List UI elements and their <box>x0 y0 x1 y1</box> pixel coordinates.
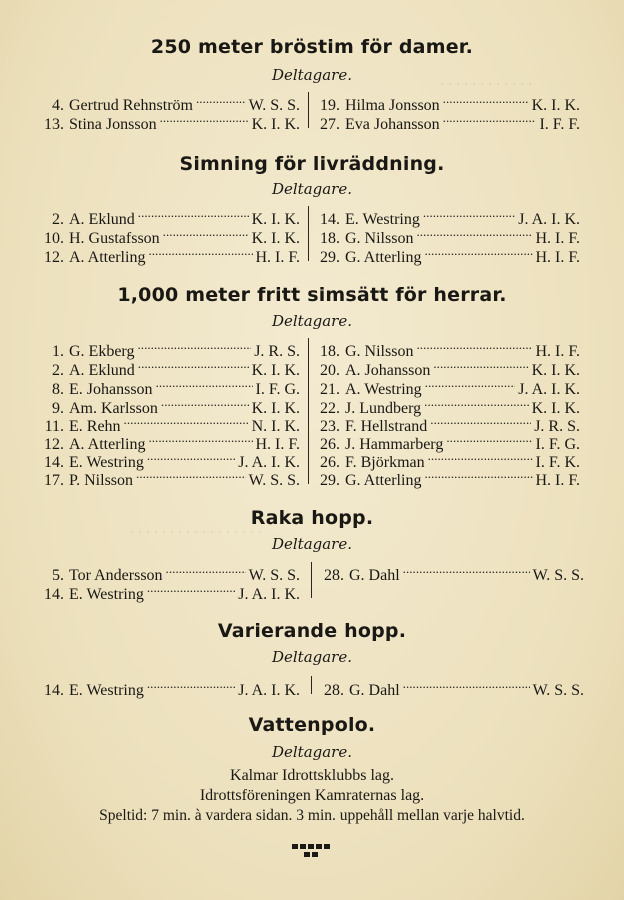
participant-row: 5. Tor Andersson . . . W. S. S. <box>38 561 300 580</box>
participant-row: 29. G. Atterling . . . H. I. F. <box>314 466 580 485</box>
playing-time-note: Speltid: 7 min. à vardera sidan. 3 min. uppehåll mellan varje halvtid. <box>99 807 525 824</box>
event-title: 1,000 meter fritt simsätt för herrar. <box>117 284 507 306</box>
participant-row: 21. A. Westring . . . J. A. I. K. <box>314 375 580 394</box>
event-subtitle: Deltagare. <box>271 648 353 666</box>
participant-row: 9. Am. Karlsson . . . K. I. K. <box>38 394 300 413</box>
participant-row: 14. E. Westring . . . J. A. I. K. <box>38 448 300 467</box>
team-line: Idrottsföreningen Kamraternas lag. <box>199 787 425 804</box>
participant-row: 12. A. Atterling . . . H. I. F. <box>38 243 300 262</box>
event-title: Varierande hopp. <box>217 620 407 642</box>
participant-row: 28. G. Dahl . . . W. S. S. <box>318 676 584 695</box>
event-subtitle: Deltagare. <box>271 743 353 761</box>
participant-row: 20. A. Johansson . . . K. I. K. <box>314 356 580 375</box>
participant-row: 14. E. Westring . . . J. A. I. K. <box>38 580 300 599</box>
participant-row: 18. G. Nilsson . . . H. I. F. <box>314 337 580 356</box>
participant-row: 17. P. Nilsson . . . W. S. S. <box>38 466 300 485</box>
participant-row: 8. E. Johansson . . . I. F. G. <box>38 375 300 394</box>
participant-row: 28. G. Dahl . . . W. S. S. <box>318 561 584 580</box>
participant-row: 10. H. Gustafsson . . . K. I. K. <box>38 224 300 243</box>
event-subtitle: Deltagare. <box>271 535 353 553</box>
participant-row: 29. G. Atterling . . . H. I. F. <box>314 243 580 262</box>
bleed-through: . . . . . . . . . . . . . . . . . <box>130 520 262 537</box>
team-line: Kalmar Idrottsklubbs lag. <box>230 767 394 784</box>
column-divider <box>308 92 309 128</box>
event-subtitle: Deltagare. <box>271 66 353 84</box>
participant-row: 11. E. Rehn . . . N. I. K. <box>38 412 300 431</box>
participant-row: 19. Hilma Jonsson . . . K. I. K. <box>314 91 580 110</box>
participant-row: 27. Eva Johansson . . . I. F. F. <box>314 110 580 129</box>
participant-row: 2. A. Eklund . . . K. I. K. <box>38 356 300 375</box>
participant-row: 2. A. Eklund . . . K. I. K. <box>38 205 300 224</box>
participant-row: 18. G. Nilsson . . . H. I. F. <box>314 224 580 243</box>
column-divider <box>308 206 309 261</box>
participant-row: 26. J. Hammarberg . . . I. F. G. <box>314 430 580 449</box>
column-divider <box>308 338 309 484</box>
participant-row: 22. J. Lundberg . . . K. I. K. <box>314 394 580 413</box>
event-title: Raka hopp. <box>250 507 374 529</box>
column-divider <box>311 562 312 598</box>
participant-row: 12. A. Atterling . . . H. I. F. <box>38 430 300 449</box>
event-subtitle: Deltagare. <box>271 180 353 198</box>
ornament-icon <box>292 842 334 862</box>
participant-row: 23. F. Hellstrand . . . J. R. S. <box>314 412 580 431</box>
participant-row: 1. G. Ekberg . . . J. R. S. <box>38 337 300 356</box>
participant-row: 4. Gertrud Rehnström . . . W. S. S. <box>38 91 300 110</box>
participant-row: 26. F. Björkman . . . I. F. K. <box>314 448 580 467</box>
event-title: 250 meter bröstim för damer. <box>150 36 474 58</box>
event-title: Simning för livräddning. <box>179 153 445 175</box>
participant-row: 13. Stina Jonsson . . . K. I. K. <box>38 110 300 129</box>
event-subtitle: Deltagare. <box>271 312 353 330</box>
event-title: Vattenpolo. <box>248 714 376 736</box>
bleed-through: . . . . . . . . . . . . <box>440 72 532 89</box>
column-divider <box>311 676 312 694</box>
participant-row: 14. E. Westring . . . J. A. I. K. <box>38 676 300 695</box>
participant-row: 14. E. Westring . . . J. A. I. K. <box>314 205 580 224</box>
